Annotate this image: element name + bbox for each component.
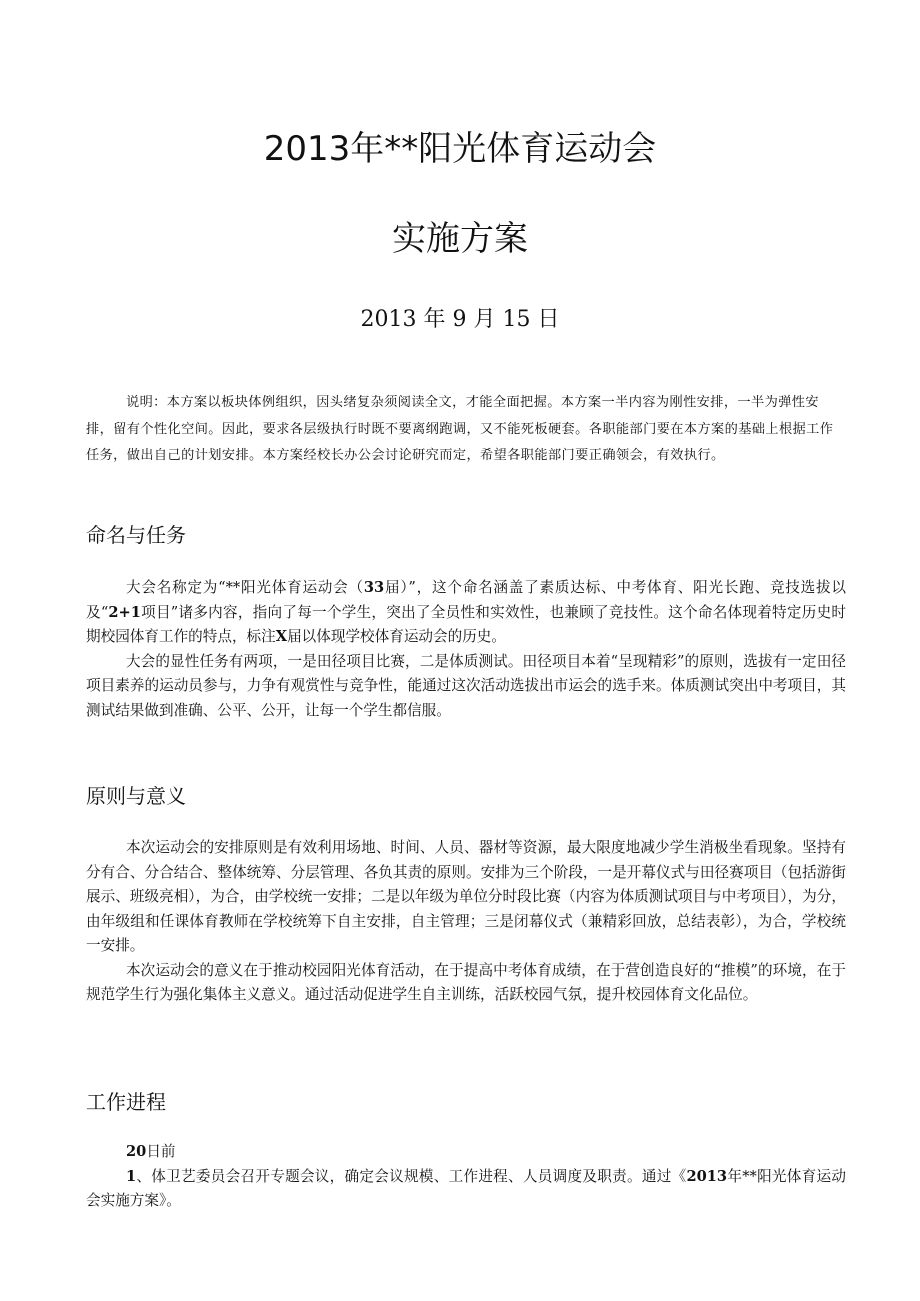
bold-text-run: X xyxy=(275,628,288,645)
text-run: 大会名称定为“**阳光体育运动会（ xyxy=(126,579,364,596)
paragraph xyxy=(86,1165,846,1214)
document-date: 2013 年 9 月 15 日 xyxy=(360,307,560,332)
paragraph: 大会的显性任务有两项，一是田径项目比赛，二是体质测试。田径项目本着“呈现精彩”的原则，选拔有一定田径项目素养的运动员参与，力争有观赏性与竞争性，能通过这次活动选拔出市运会的选手来。体质测试突出中考项目，其测试结果做到准确、公平、公开，让每一个学生都信服。 xyxy=(86,652,846,719)
text-run: 日前 xyxy=(146,1143,176,1160)
paragraph: 本次运动会的意义在于推动校园阳光体育活动，在于提高中考体育成绩，在于营创造良好的“推模”的环境，在于规范学生行为强化集体主义意义。通过活动促进学生自主训练，活跃校园气氛，提升校园体育文化品位。 xyxy=(86,961,846,1003)
section-heading-naming: 命名与任务 xyxy=(86,523,186,547)
bold-text-run: 33 xyxy=(363,579,385,596)
text-run: 、体卫艺委员会召开专题会议，确定会议规模、工作进程、人员调度及职责。通过《 xyxy=(136,1167,687,1185)
text-run: 年**阳光体育运动会实施方案》。 xyxy=(86,1167,846,1209)
bold-text-run: 1 xyxy=(126,1167,137,1185)
text-run: 届以体现学校体育运动会的历史。 xyxy=(287,628,506,645)
text-run: 项目”诸多内容，指向了每一个学生，突出了全员性和实效性，也兼顾了竞技性。这个命名体现着特定历史时期校园体育工作的特点，标注 xyxy=(86,603,847,645)
explanatory-note: 说明：本方案以板块体例组织，因头绪复杂须阅读全文，才能全面把握。本方案一半内容为刚性安排，一半为弹性安排，留有个性化空间。因此，要求各层级执行时既不要离纲跑调，又不能死板硬套。各职能部门要在本方案的基础上根据工作任务，做出自己的计划安排。本方案经校长办公会讨论研究而定，希望各职能部门要正确领会，有效执行。 xyxy=(86,395,834,463)
bold-text-run: 2+1 xyxy=(108,603,141,621)
section-progress-body xyxy=(86,1140,846,1214)
document-title: 2013年**阳光体育运动会 xyxy=(263,129,657,169)
section-heading-principles: 原则与意义 xyxy=(86,784,186,808)
bold-text-run: 20 xyxy=(126,1143,147,1160)
section-principles-body xyxy=(86,836,846,1008)
bold-text-run: 2013 xyxy=(686,1167,728,1185)
section-heading-progress: 工作进程 xyxy=(86,1090,166,1114)
paragraph xyxy=(86,1140,846,1165)
paragraph: 本次运动会的安排原则是有效利用场地、时间、人员、器材等资源，最大限度地减少学生消极坐看现象。坚持有分有合、分合结合、整体统筹、分层管理、各负其责的原则。安排为三个阶段，一是开幕仪式与田径赛项目（包括游街展示、班级亮相），为合，由学校统一安排；二是以年级为单位分时段比赛（内容为体质测试项目与中考项目），为分，由年级组和任课体育教师在学校统筹下自主安排，自主管理；三是闭幕仪式（兼精彩回放，总结表彰），为合，学校统一安排。 xyxy=(86,839,846,954)
document-subtitle: 实施方案 xyxy=(392,219,528,259)
paragraph xyxy=(86,576,846,650)
text-run: 届）”，这个命名涵盖了素质达标、中考体育、阳光长跑、竞技选拔以及“ xyxy=(86,579,846,621)
section-naming-body xyxy=(86,576,846,723)
